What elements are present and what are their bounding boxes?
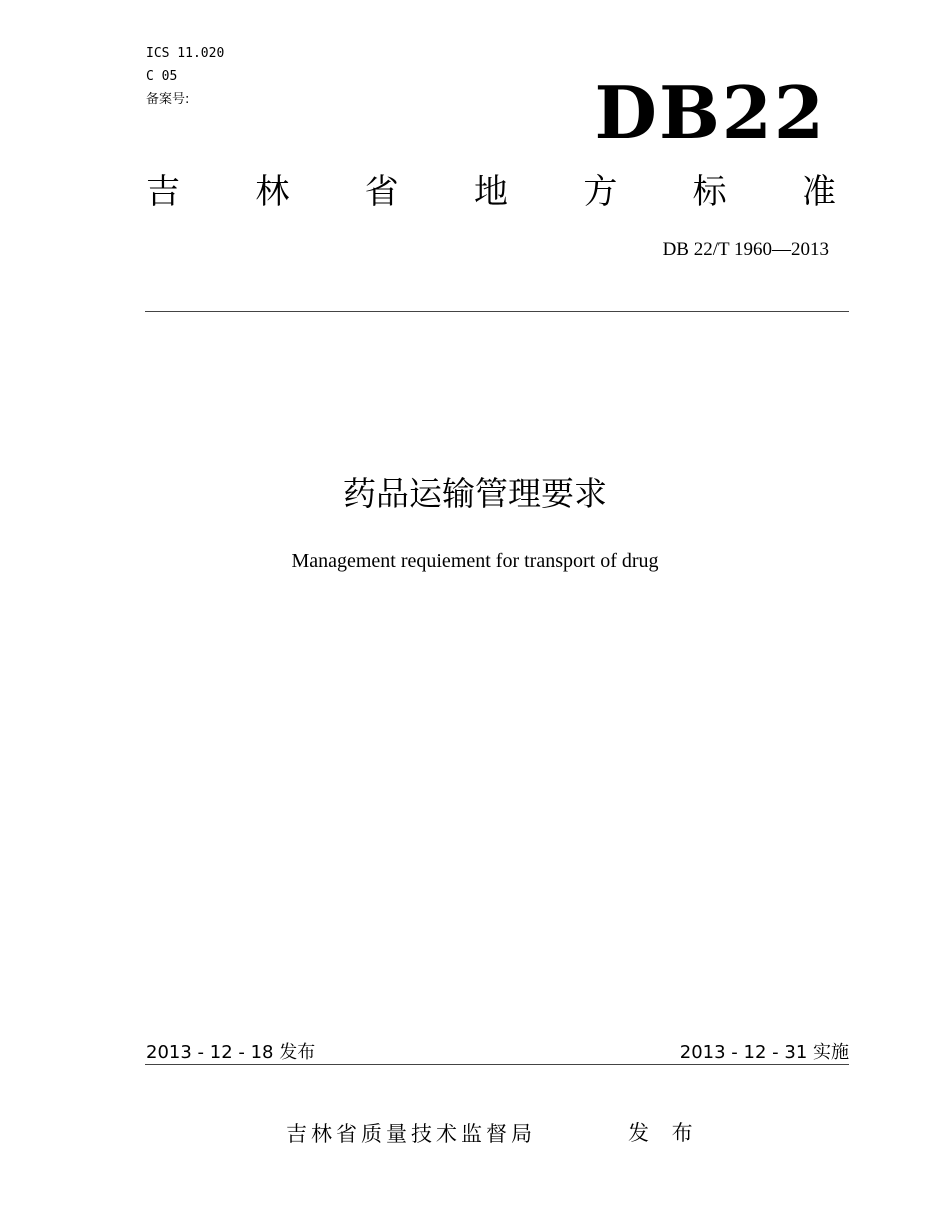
record-number-label: 备案号: — [146, 92, 190, 107]
issue-date: 2013 - 12 - 18 发布 — [146, 1042, 316, 1063]
standard-number: DB 22/T 1960—2013 — [662, 239, 829, 260]
standard-type-heading — [146, 170, 836, 214]
standard-type-char: 准 — [801, 172, 836, 212]
header-divider — [145, 311, 849, 312]
standard-type-char: 吉 — [146, 172, 180, 212]
document-title-en: Management requiement for transport of drug — [291, 550, 659, 572]
standard-type-char: 省 — [364, 172, 399, 212]
standard-type-char: 方 — [583, 172, 618, 212]
ics-code: ICS 11.020 — [146, 46, 225, 61]
implementation-date: 2013 - 12 - 31 实施 — [679, 1042, 849, 1063]
document-title-zh: 药品运输管理要求 — [343, 474, 607, 513]
issue-action: 发 布 — [628, 1121, 701, 1145]
standard-mark: DB22 — [594, 70, 826, 155]
issuing-authority: 吉林省质量技术监督局 — [286, 1122, 536, 1146]
footer-divider — [145, 1064, 849, 1065]
ccs-code: C 05 — [146, 69, 178, 84]
standard-type-char: 林 — [255, 172, 290, 212]
standard-type-char: 地 — [473, 172, 508, 212]
standard-type-char: 标 — [692, 172, 727, 212]
